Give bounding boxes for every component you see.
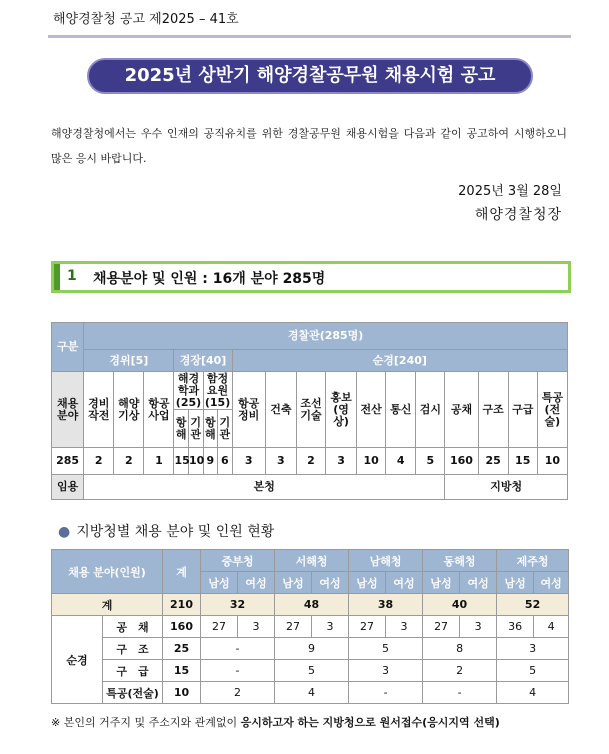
regional-bullet (58, 521, 274, 541)
bullet-icon: ● (58, 524, 71, 540)
row-cell: 8 (423, 638, 497, 660)
sum-total: 210 (163, 594, 201, 616)
notice-date: 2025년 3월 28일 (458, 184, 562, 199)
sum-label: 계 (52, 594, 163, 616)
row-cell: 27 (423, 616, 460, 638)
field-cell: 특공 (전술) (537, 372, 567, 448)
row-cell: - (423, 682, 497, 704)
region-header: 중부청 (201, 550, 275, 572)
count-cell: 2 (84, 448, 114, 475)
count-cell: 10 (537, 448, 567, 475)
sub-field-cell: 기 관 (218, 410, 233, 448)
male-header: 남성 (201, 572, 238, 594)
row-total: 15 (163, 660, 201, 682)
row-cell: 2 (201, 682, 275, 704)
regional-table (51, 549, 569, 704)
row-cell: 3 (238, 616, 275, 638)
region-header: 남해청 (349, 550, 423, 572)
appoint-regional: 지방청 (445, 475, 568, 500)
row-cell: 3 (349, 660, 423, 682)
section-title: 채용분야 및 인원 : 16개 분야 285명 (93, 271, 326, 287)
count-cell: 1 (144, 448, 174, 475)
gyeongjang-header: 경장[40] (174, 350, 232, 372)
region-header: 제주청 (497, 550, 569, 572)
sub-field-cell: 항 해 (174, 410, 189, 448)
field-label: 채용 분야 (52, 372, 84, 448)
male-header: 남성 (423, 572, 460, 594)
region-header: 서해청 (275, 550, 349, 572)
field-cell: 건축 (265, 372, 296, 448)
row-total: 160 (163, 616, 201, 638)
row-cell: 4 (275, 682, 349, 704)
sungyeong-header: 순경[240] (232, 350, 567, 372)
count-cell: 9 (203, 448, 218, 475)
field-cell: 함정 요원 (15) (204, 371, 231, 409)
sum-region: 40 (423, 594, 497, 616)
appoint-label: 임용 (52, 475, 84, 500)
footnote-text: ※ 본인의 거주지 및 주소지와 관계없이 (51, 716, 241, 729)
row-cell: 2 (423, 660, 497, 682)
footnote (51, 714, 500, 730)
count-cell: 6 (218, 448, 233, 475)
count-cell: 15 (174, 448, 189, 475)
intro-paragraph: 해양경찰청에서는 우수 인재의 공직유치를 위한 경찰공무원 채용시험을 다음과 같이 공고하여 시행하오니 많은 응시 바랍니다. (51, 127, 567, 165)
row-name: 특공(전술) (103, 682, 163, 704)
field-cell: 경비 작전 (84, 372, 114, 448)
male-header: 남성 (275, 572, 312, 594)
count-cell: 25 (478, 448, 508, 475)
count-cell: 15 (508, 448, 537, 475)
row-name: 공 채 (103, 616, 163, 638)
page-title: 2025년 상반기 해양경찰공무원 채용시험 공고 (87, 58, 533, 94)
row-cell: 9 (275, 638, 349, 660)
region-header: 동해청 (423, 550, 497, 572)
female-header: 여성 (238, 572, 275, 594)
group-label: 순경 (52, 616, 103, 704)
count-cell: 5 (416, 448, 445, 475)
row-cell: 3 (386, 616, 423, 638)
field-cell: 구조 (478, 372, 508, 448)
police-header: 경찰관(285명) (84, 323, 568, 350)
row-cell: 5 (275, 660, 349, 682)
sum-region: 48 (275, 594, 349, 616)
row-cell: 36 (497, 616, 534, 638)
recruitment-table (51, 322, 568, 500)
row-cell: 3 (312, 616, 349, 638)
section-number: 1 (67, 268, 77, 284)
sub-field-cell: 항 해 (203, 410, 218, 448)
row-cell: 27 (349, 616, 386, 638)
field-cell: 구급 (508, 372, 537, 448)
count-cell: 10 (357, 448, 386, 475)
field-cell: 공채 (445, 372, 478, 448)
count-cell: 3 (265, 448, 296, 475)
field-cell: 전산 (357, 372, 386, 448)
field-cell: 해경 학과 (25) (175, 371, 202, 409)
sum-region: 38 (349, 594, 423, 616)
bullet-text: 지방청별 채용 분야 및 인원 현황 (76, 524, 275, 540)
row-cell: 3 (497, 638, 569, 660)
count-cell: 160 (445, 448, 478, 475)
count-cell: 3 (326, 448, 357, 475)
row-name: 구 급 (103, 660, 163, 682)
count-cell: 4 (386, 448, 416, 475)
gubun-header: 구분 (52, 323, 84, 372)
row-cell: - (349, 682, 423, 704)
female-header: 여성 (534, 572, 569, 594)
row-cell: 27 (275, 616, 312, 638)
signature: 해양경찰청장 (474, 207, 562, 223)
field-cell: 조선 기술 (296, 372, 325, 448)
sum-region: 52 (497, 594, 569, 616)
field-cell: 검시 (416, 372, 445, 448)
row-cell: 4 (497, 682, 569, 704)
appoint-hq: 본청 (84, 475, 445, 500)
male-header: 남성 (497, 572, 534, 594)
row-cell: 5 (349, 638, 423, 660)
count-cell: 285 (52, 448, 84, 475)
footnote-emphasis: 응시하고자 하는 지방청으로 원서접수(응시지역 선택) (240, 716, 500, 729)
notice-number: 해양경찰청 공고 제2025 – 41호 (53, 12, 239, 27)
field-cell: 항공 정비 (232, 372, 265, 448)
female-header: 여성 (460, 572, 497, 594)
count-cell: 2 (114, 448, 144, 475)
row-cell: 5 (497, 660, 569, 682)
field-cell: 항공 사업 (144, 372, 174, 448)
field-count-header: 채용 분야(인원) (52, 550, 163, 594)
row-total: 25 (163, 638, 201, 660)
count-cell: 2 (296, 448, 325, 475)
total-header: 계 (163, 550, 201, 594)
field-cell: 통신 (386, 372, 416, 448)
female-header: 여성 (386, 572, 423, 594)
gyeongwi-header: 경위[5] (84, 350, 174, 372)
sum-region: 32 (201, 594, 275, 616)
field-cell: 홍보 (영상) (326, 372, 357, 448)
count-cell: 10 (188, 448, 203, 475)
female-header: 여성 (312, 572, 349, 594)
field-cell: 해양 기상 (114, 372, 144, 448)
sub-field-cell: 기 관 (188, 410, 203, 448)
row-cell: - (201, 660, 275, 682)
row-cell: 4 (534, 616, 569, 638)
count-cell: 3 (232, 448, 265, 475)
row-total: 10 (163, 682, 201, 704)
top-divider (48, 35, 571, 38)
row-cell: 3 (460, 616, 497, 638)
male-header: 남성 (349, 572, 386, 594)
row-cell: - (201, 638, 275, 660)
row-cell: 27 (201, 616, 238, 638)
row-name: 구 조 (103, 638, 163, 660)
